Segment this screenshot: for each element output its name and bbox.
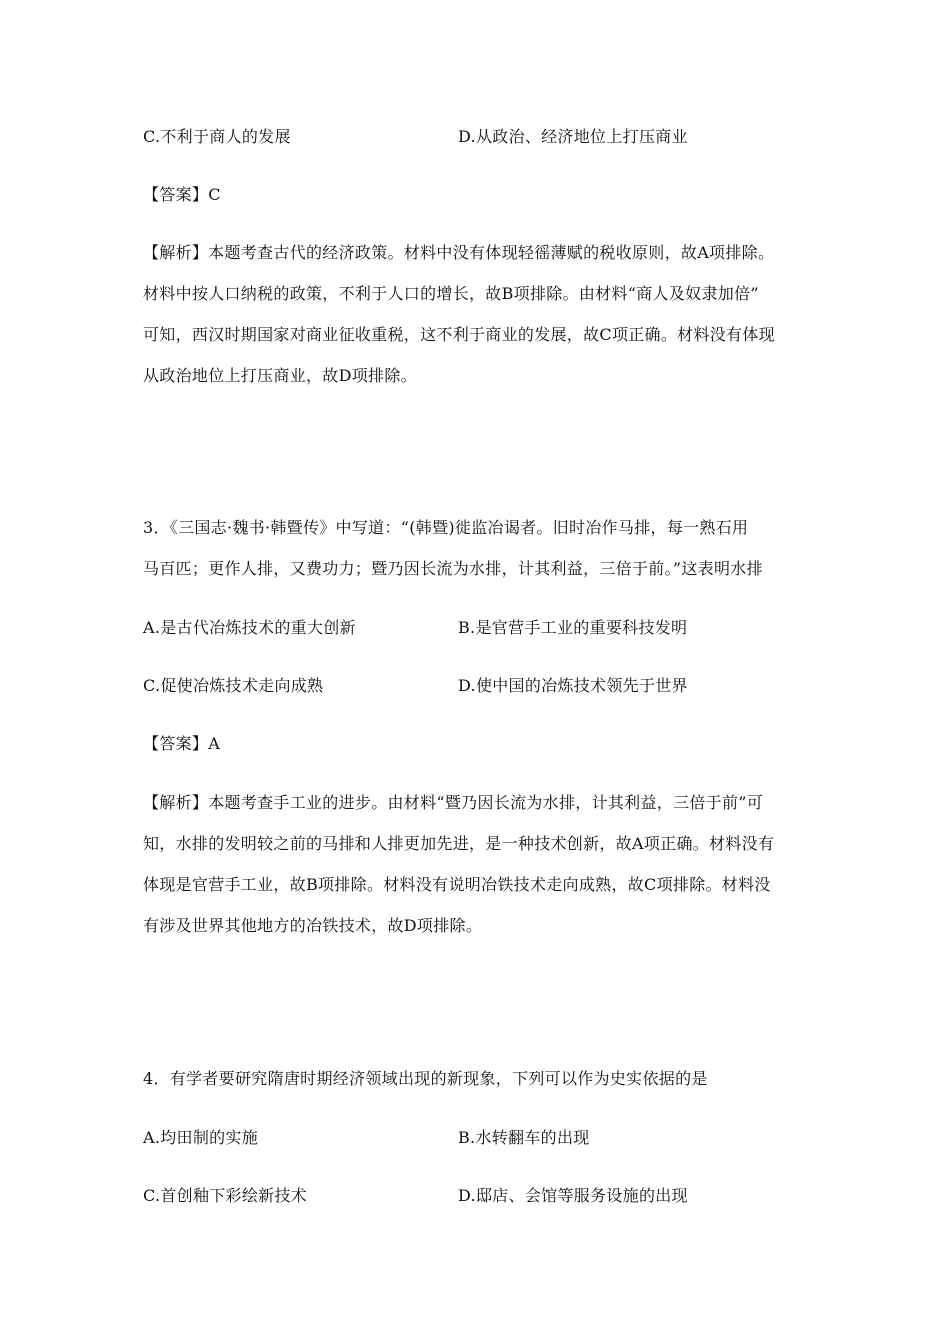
q4-option-c: C.首创釉下彩绘新技术 bbox=[143, 1186, 308, 1205]
q4-stem: 4．有学者要研究隋唐时期经济领域出现的新现象，下列可以作为史实依据的是 bbox=[143, 1069, 708, 1088]
q2-answer: 【答案】C bbox=[143, 185, 221, 204]
q2-analysis-line-3: 可知，西汉时期国家对商业征收重税，这不利于商业的发展，故C项正确。材料没有体现 bbox=[143, 325, 775, 344]
q4-option-d: D.邸店、会馆等服务设施的出现 bbox=[458, 1186, 688, 1205]
q3-stem-line-2: 马百匹；更作人排，又费功力；暨乃因长流为水排，计其利益，三倍于前。”这表明水排 bbox=[143, 559, 763, 578]
q3-analysis-line-4: 有涉及世界其他地方的冶铁技术，故D项排除。 bbox=[143, 916, 483, 935]
q3-analysis-line-1: 【解析】本题考查手工业的进步。由材料“暨乃因长流为水排，计其利益，三倍于前”可 bbox=[143, 793, 764, 812]
q3-analysis-line-2: 知，水排的发明较之前的马排和人排更加先进，是一种技术创新，故A项正确。材料没有 bbox=[143, 834, 775, 853]
q3-stem-line-1: 3．《三国志·魏书·韩暨传》中写道：“(韩暨)徙监冶谒者。旧时冶作马排，每一熟石用 bbox=[143, 518, 749, 537]
q4-option-b: B.水转翻车的出现 bbox=[458, 1128, 590, 1147]
q2-option-d: D.从政治、经济地位上打压商业 bbox=[458, 127, 688, 146]
q3-option-c: C.促使冶炼技术走向成熟 bbox=[143, 676, 324, 695]
q3-option-d: D.使中国的冶炼技术领先于世界 bbox=[458, 676, 688, 695]
q2-analysis-line-1: 【解析】本题考查古代的经济政策。材料中没有体现轻徭薄赋的税收原则，故A项排除。 bbox=[143, 243, 775, 262]
q2-analysis-line-2: 材料中按人口纳税的政策，不利于人口的增长，故B项排除。由材料“商人及奴隶加倍” bbox=[143, 284, 759, 303]
q2-option-c: C.不利于商人的发展 bbox=[143, 127, 291, 146]
q3-answer: 【答案】A bbox=[143, 734, 221, 753]
q4-option-a: A.均田制的实施 bbox=[143, 1128, 259, 1147]
q3-analysis-line-3: 体现是官营手工业，故B项排除。材料没有说明冶铁技术走向成熟，故C项排除。材料没 bbox=[143, 875, 771, 894]
q3-option-a: A.是古代冶炼技术的重大创新 bbox=[143, 618, 356, 637]
q3-option-b: B.是官营手工业的重要科技发明 bbox=[458, 618, 688, 637]
q2-analysis-line-4: 从政治地位上打压商业，故D项排除。 bbox=[143, 366, 417, 385]
